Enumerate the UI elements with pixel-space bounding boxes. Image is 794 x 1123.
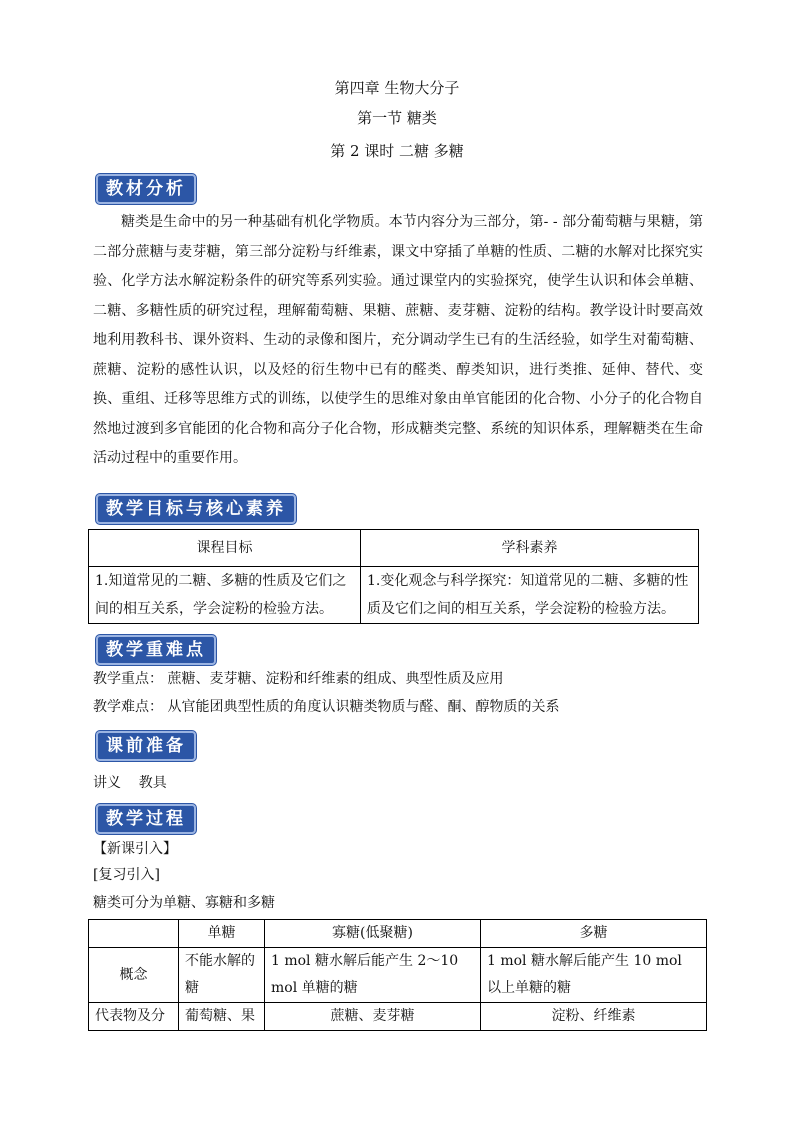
table-header-cell [89, 920, 179, 948]
table-cell: 1.变化观念与科学探究：知道常见的二糖、多糖的性质及它们之间的相互关系，学会淀粉的检验方法。 [361, 567, 699, 624]
table-row [89, 567, 699, 624]
table-header-cell: 课程目标 [89, 530, 361, 567]
table-cell: 代表物及分 [89, 1003, 179, 1031]
table-cell: 不能水解的糖 [179, 948, 265, 1003]
table-cell: 1 mol 糖水解后能产生 2～10 mol 单糖的糖 [265, 948, 481, 1003]
table-cell: 葡萄糖、果 [179, 1003, 265, 1031]
table-header-cell: 寡糖(低聚糖) [265, 920, 481, 948]
analysis-paragraph: 糖类是生命中的另一种基础有机化学物质。本节内容分为三部分，第- - 部分葡萄糖与果糖，第二部分蔗糖与麦芽糖，第三部分淀粉与纤维素，课文中穿插了单糖的性质、二糖的水解对比探究实验、化学方法水解淀粉条件的研究等系列实验。通过课堂内的实验探究，使学生认识和体会单糖、二糖、多糖性质的研究过程，理解葡萄糖、果糖、蔗糖、麦芽糖、淀粉的结构。教学设计时要高效地利用教科书、课外资料、生动的录像和图片，充分调动学生已有的生活经验，如学生对葡萄糖、蔗糖、淀粉的感性认识，以及烃的衍生物中已有的醛类、醇类知识，进行类推、延伸、替代、变换、重组、迁移等思维方式的训练，以使学生的思维对象由单官能团的化合物、小分子的化合物自然地过渡到多官能团的化合物和高分子化合物，形成糖类完整、系统的知识体系，理解糖类在生命活动过程中的重要作用。 [93, 214, 703, 466]
new-lesson-intro: 【新课引入】 [93, 841, 177, 857]
table-cell: 蔗糖、麦芽糖 [265, 1003, 481, 1031]
focus-label: 教学重点： [93, 671, 163, 687]
prep-text: 讲义 教具 [93, 775, 167, 791]
section-banner-process: 教学过程 [96, 804, 196, 834]
section-banner-goals: 教学目标与核心素养 [96, 494, 296, 524]
table-header-cell: 单糖 [179, 920, 265, 948]
section-banner-key-points: 教学重难点 [96, 635, 216, 665]
difficulty-label: 教学难点： [93, 699, 163, 715]
table-row [89, 1003, 707, 1031]
section-banner-prep: 课前准备 [96, 731, 196, 761]
table-cell: 1.知道常见的二糖、多糖的性质及它们之间的相互关系，学会淀粉的检验方法。 [89, 567, 361, 624]
goals-table [88, 529, 699, 624]
sugar-classification-lead: 糖类可分为单糖、寡糖和多糖 [93, 895, 275, 911]
review-intro: [复习引入] [93, 867, 160, 883]
table-header-cell: 学科素养 [361, 530, 699, 567]
table-header-row [89, 920, 707, 948]
teaching-focus-line [93, 668, 503, 688]
lesson-title: 第 2 课时 二糖 多糖 [330, 142, 464, 160]
table-header-cell: 多糖 [481, 920, 707, 948]
teaching-difficulty-line [93, 696, 559, 716]
difficulty-text: 从官能团典型性质的角度认识糖类物质与醛、酮、醇物质的关系 [167, 699, 560, 715]
section-banner-analysis: 教材分析 [96, 174, 196, 204]
table-row [89, 948, 707, 1003]
table-header-row [89, 530, 699, 567]
focus-text: 蔗糖、麦芽糖、淀粉和纤维素的组成、典型性质及应用 [167, 671, 504, 687]
sugar-table [88, 919, 707, 1031]
section-title: 第一节 糖类 [357, 109, 437, 127]
chapter-title: 第四章 生物大分子 [334, 79, 460, 97]
table-cell: 1 mol 糖水解后能产生 10 mol 以上单糖的糖 [481, 948, 707, 1003]
table-cell: 淀粉、纤维素 [481, 1003, 707, 1031]
table-cell: 概念 [89, 948, 179, 1003]
